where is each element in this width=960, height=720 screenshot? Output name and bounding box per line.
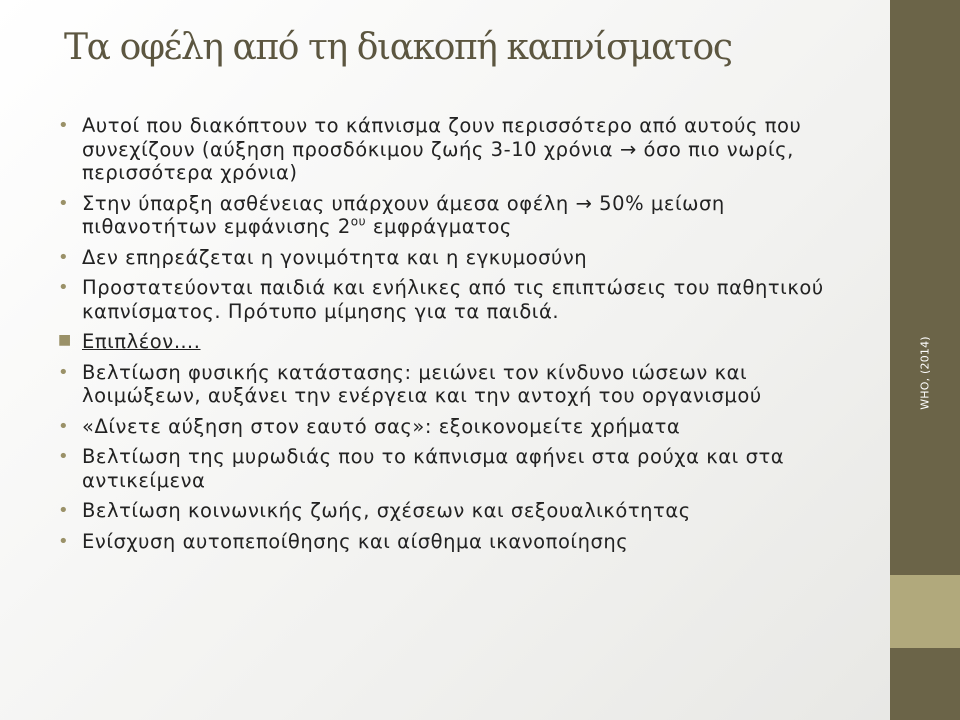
slide-title: Τα οφέλη από τη διακοπή καπνίσματος: [64, 27, 732, 68]
bullet-item: [58, 276, 828, 323]
bullet-text: Ενίσχυση αυτοπεποίθησης και αίσθημα ικανοποίησης: [82, 529, 629, 553]
bullet-item: [58, 415, 828, 439]
bullet-text: Βελτίωση φυσικής κατάστασης: μειώνει τον κίνδυνο ιώσεων και λοιμώξεων, αυξάνει την ενέργεια και την αντοχή του οργανισμού: [82, 360, 762, 407]
bullet-text: Δεν επηρεάζεται η γονιμότητα και η εγκυμοσύνη: [82, 245, 588, 269]
bullet-item: [58, 499, 828, 523]
bullet-text: Προστατεύονται παιδιά και ενήλικες από τις επιπτώσεις του παθητικού καπνίσματος. Πρότυπο μίμησης για τα παιδιά.: [82, 276, 824, 323]
bullet-text: Στην ύπαρξη ασθένειας υπάρχουν άμεσα οφέλη → 50% μείωση πιθανοτήτων εμφάνισης 2: [82, 191, 725, 238]
bullet-dot-icon: •: [58, 361, 70, 383]
bullet-item: [58, 330, 828, 354]
bullet-item: [58, 445, 828, 492]
bullet-dot-icon: •: [58, 192, 70, 214]
bullet-text: Επιπλέον….: [82, 330, 201, 353]
bullet-text: Βελτίωση της μυρωδιάς που το κάπνισμα αφήνει στα ρούχα και στα αντικείμενα: [82, 445, 785, 492]
bullet-text: «Δίνετε αύξηση στον εαυτό σας»: εξοικονομείτε χρήματα: [82, 414, 681, 438]
bullet-dot-icon: •: [58, 530, 70, 552]
bullet-item: [58, 114, 828, 185]
bullet-square-icon: ■: [58, 332, 72, 348]
bullet-superscript: ου: [350, 214, 367, 229]
bullet-item: [58, 246, 828, 270]
side-bar-accent: [890, 575, 960, 648]
bullet-item: [58, 192, 828, 239]
bullet-dot-icon: •: [58, 277, 70, 298]
bullet-dot-icon: •: [58, 246, 70, 268]
bullet-item: [58, 361, 828, 408]
bullet-dot-icon: •: [58, 446, 70, 467]
bullet-dot-icon: •: [58, 415, 70, 437]
bullet-item: [58, 530, 828, 554]
bullet-dot-icon: •: [58, 115, 70, 136]
bullet-dot-icon: •: [58, 500, 70, 521]
bullet-text-continued: εμφράγματος: [366, 215, 512, 238]
bullet-list: [58, 114, 828, 560]
citation: WHO, (2014): [918, 336, 932, 410]
bullet-text: Αυτοί που διακόπτουν το κάπνισμα ζουν περισσότερο από αυτούς που συνεχίζουν (αύξηση προσδόκιμου ζωής 3-10 χρόνια → όσο πιο νωρίς, περισσότερα χρόνια): [82, 114, 802, 184]
bullet-text: Βελτίωση κοινωνικής ζωής, σχέσεων και σεξουαλικότητας: [82, 499, 691, 522]
